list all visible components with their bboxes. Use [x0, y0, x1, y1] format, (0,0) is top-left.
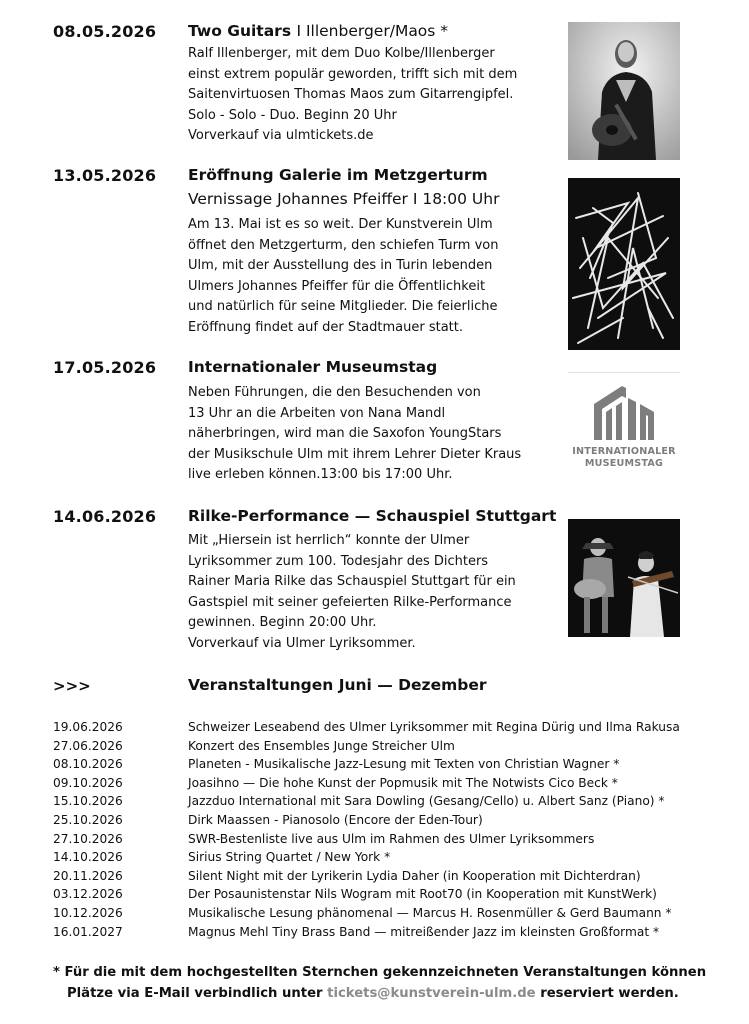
schedule-row [0, 737, 749, 756]
schedule-row [0, 867, 749, 886]
schedule-desc: Der Posaunistenstar Nils Wogram mit Root70 (in Kooperation mit KunstWerk) [188, 887, 657, 902]
rilke-performance-photo [568, 519, 680, 637]
abstract-line-artwork [568, 178, 680, 350]
event-title: Internationaler Museumstag [188, 358, 438, 376]
schedule-date: 27.06.2026 [53, 738, 123, 753]
schedule-desc: SWR-Bestenliste live aus Ulm im Rahmen des Ulmer Lyriksommers [188, 831, 595, 846]
schedule-row [0, 830, 749, 849]
schedule-desc: Musikalische Lesung phänomenal — Marcus H. Rosenmüller & Gerd Baumann * [188, 905, 672, 920]
schedule-date: 27.10.2026 [53, 831, 123, 846]
schedule-date: 20.11.2026 [53, 868, 123, 883]
schedule-desc: Konzert des Ensembles Junge Streicher Ulm [188, 738, 455, 753]
schedule-desc: Magnus Mehl Tiny Brass Band — mitreißender Jazz im kleinsten Großformat * [188, 924, 660, 939]
schedule-row [0, 885, 749, 904]
schedule-date: 03.12.2026 [53, 887, 123, 902]
event-description: Neben Führungen, die den Besuchenden von 13 Uhr an die Arbeiten von Nana Mandl näherbringen, wird man die Saxofon YoungStars der Musikschule Ulm mit ihrem Lehrer Dieter Kraus live erleben können.13:00 bis 17:00 Uhr. [188, 385, 522, 482]
schedule-list [0, 718, 749, 941]
event-description: Mit „Hiersein ist herrlich“ konnte der Ulmer Lyriksommer zum 100. Todesjahr des Dichters Rainer Maria Rilke das Schauspiel Stuttgart für ein Gastspiel mit seiner gefeierten Rilke-Performance gewinnen. Beginn 20:00 Uhr. Vorverkauf via Ulmer Lyriksommer. [188, 533, 516, 651]
event-subtitle: Vernissage Johannes Pfeiffer I 18:00 Uhr [188, 190, 500, 208]
schedule-desc: Dirk Maassen - Pianosolo (Encore der Eden-Tour) [188, 812, 483, 827]
footnote-line2 [53, 983, 733, 1004]
event-date: 14.06.2026 [53, 507, 157, 526]
event-title-main: Two Guitars [188, 22, 292, 40]
schedule-date: 10.12.2026 [53, 905, 123, 920]
schedule-desc: Joasihno — Die hohe Kunst der Popmusik mit The Notwists Cico Beck * [188, 775, 618, 790]
event-title-sub: I Illenberger/Maos * [296, 22, 449, 40]
schedule-date: 08.10.2026 [53, 757, 123, 772]
event-description: Ralf Illenberger, mit dem Duo Kolbe/Illenberger einst extrem populär geworden, trifft sich mit dem Saitenvirtuosen Thomas Maos zum Gitarrengipfel. Solo - Solo - Duo. Beginn 20 Uhr Vorverkauf via ulmtickets.de [188, 46, 518, 143]
logo-text-line1: INTERNATIONALER [572, 446, 676, 457]
footnote [53, 962, 733, 1004]
schedule-desc: Silent Night mit der Lyrikerin Lydia Daher (in Kooperation mit Dichterdran) [188, 868, 641, 883]
schedule-row [0, 774, 749, 793]
event-title: Eröffnung Galerie im Metzgerturm [188, 166, 488, 184]
event-date: 13.05.2026 [53, 166, 157, 185]
schedule-row [0, 811, 749, 830]
schedule-row [0, 755, 749, 774]
event-title: Rilke-Performance — Schauspiel Stuttgart [188, 507, 557, 525]
logo-text-line2: MUSEUMSTAG [584, 458, 664, 469]
event-description: Am 13. Mai ist es so weit. Der Kunstverein Ulm öffnet den Metzgerturm, den schiefen Turm von Ulm, mit der Ausstellung des in Turin lebenden Ulmers Johannes Pfeiffer für die Öffentlichkeit und natürlich für seine Mitglieder. Die feierliche Eröffnung findet auf der Stadtmauer statt. [188, 217, 499, 335]
event-date: 17.05.2026 [53, 358, 157, 377]
schedule-date: 15.10.2026 [53, 794, 123, 809]
schedule-row [0, 718, 749, 737]
schedule-date: 09.10.2026 [53, 775, 123, 790]
schedule-desc: Jazzduo International mit Sara Dowling (Gesang/Cello) u. Albert Sanz (Piano) * [188, 794, 665, 809]
schedule-row [0, 904, 749, 923]
event-date: 08.05.2026 [53, 22, 157, 41]
schedule-date: 25.10.2026 [53, 812, 123, 827]
footnote-line2-pre: Plätze via E-Mail verbindlich unter [67, 986, 328, 1001]
ticket-email-link[interactable]: tickets@kunstverein-ulm.de [327, 986, 536, 1001]
event-title [188, 22, 558, 40]
section-title: Veranstaltungen Juni — Dezember [188, 676, 487, 694]
museumstag-logo [568, 372, 680, 470]
section-marker: >>> [53, 677, 91, 695]
schedule-date: 14.10.2026 [53, 850, 123, 865]
guitarist-photo [568, 22, 680, 160]
footnote-line1: * Für die mit dem hochgestellten Sternchen gekennzeichneten Veranstaltungen können [53, 965, 707, 980]
schedule-row [0, 792, 749, 811]
schedule-date: 16.01.2027 [53, 924, 123, 939]
footnote-line2-post: reserviert werden. [535, 986, 679, 1001]
schedule-desc: Planeten - Musikalische Jazz-Lesung mit Texten von Christian Wagner * [188, 757, 620, 772]
schedule-desc: Sirius String Quartet / New York * [188, 850, 391, 865]
schedule-desc: Schweizer Leseabend des Ulmer Lyriksommer mit Regina Dürig und Ilma Rakusa [188, 720, 680, 734]
schedule-date: 19.06.2026 [53, 720, 123, 734]
schedule-row [0, 923, 749, 942]
schedule-row [0, 848, 749, 867]
